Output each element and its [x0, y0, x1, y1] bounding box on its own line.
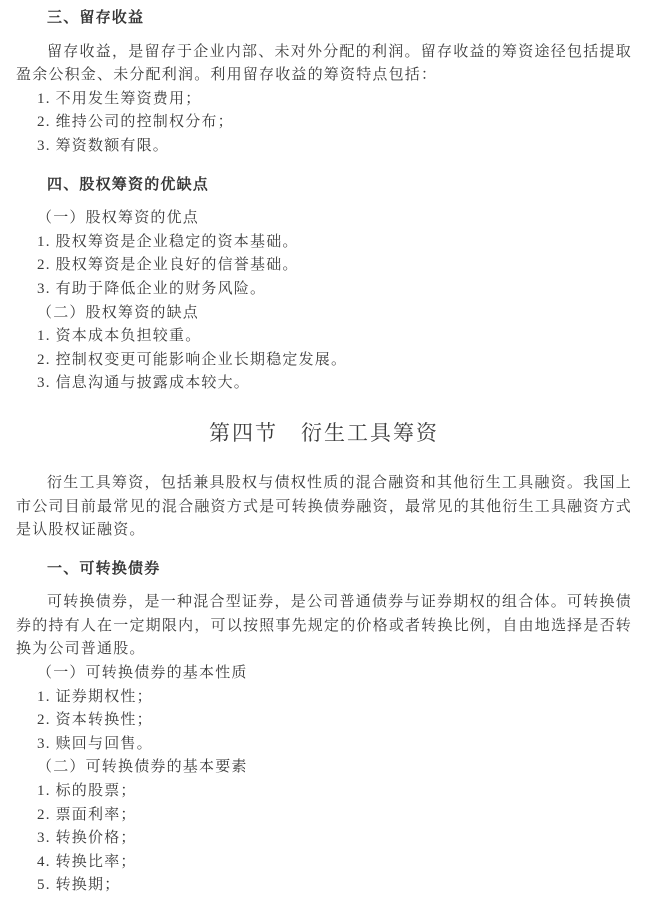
list-item: 1. 不用发生筹资费用； — [37, 90, 202, 107]
list-item: 4. 转换比率； — [37, 853, 137, 870]
list-item: 5. 转换期； — [37, 877, 121, 894]
list-item: 1. 资本成本负担较重。 — [37, 328, 202, 345]
sub-heading-equity-advantages: （一）股权筹资的优点 — [37, 210, 200, 227]
list-item: 1. 股权筹资是企业稳定的资本基础。 — [37, 233, 299, 250]
sub-heading-convertible-elements: （二）可转换债券的基本要素 — [37, 759, 248, 776]
page-content — [16, 6, 632, 898]
list-item: 3. 有助于降低企业的财务风险。 — [37, 280, 267, 297]
list-item: 3. 赎回与回售。 — [37, 735, 153, 752]
section-heading-equity-pros-cons: 四、股权筹资的优缺点 — [47, 175, 210, 193]
paragraph-retained-earnings: 留存收益，是留存于企业内部、未对外分配的利润。留存收益的筹资途径包括提取盈余公积金、未分配利润。利用留存收益的筹资特点包括： — [16, 43, 632, 84]
list-item: 2. 股权筹资是企业良好的信誉基础。 — [37, 257, 299, 274]
list-item: 3. 信息沟通与披露成本较大。 — [37, 375, 251, 392]
section-heading-retained-earnings: 三、留存收益 — [47, 9, 145, 26]
list-item: 3. 转换价格； — [37, 830, 137, 847]
list-item: 2. 控制权变更可能影响企业长期稳定发展。 — [37, 351, 348, 368]
paragraph-derivatives-intro: 衍生工具筹资，包括兼具股权与债权性质的混合融资和其他衍生工具融资。我国上市公司目前最常见的混合融资方式是可转换债券融资，最常见的其他衍生工具融资方式是认股权证融资。 — [16, 474, 632, 539]
sub-heading-equity-disadvantages: （二）股权筹资的缺点 — [37, 304, 200, 321]
paragraph-convertible-bonds: 可转换债券，是一种混合型证券，是公司普通债券与证券期权的组合体。可转换债券的持有人在一定期限内，可以按照事先规定的价格或者转换比例，自由地选择是否转换为公司普通股。 — [16, 594, 632, 658]
section-heading-convertible-bonds: 一、可转换债券 — [47, 559, 161, 577]
list-item: 2. 票面利率； — [37, 806, 137, 823]
list-item: 2. 资本转换性； — [37, 712, 153, 729]
list-item: 1. 标的股票； — [37, 783, 137, 800]
list-item: 3. 筹资数额有限。 — [37, 137, 170, 154]
list-item: 1. 证券期权性； — [37, 688, 153, 705]
sub-heading-convertible-properties: （一）可转换债券的基本性质 — [37, 665, 248, 682]
chapter-title-derivatives: 第四节 衍生工具筹资 — [209, 420, 439, 445]
list-item: 2. 维持公司的控制权分布； — [37, 114, 234, 131]
